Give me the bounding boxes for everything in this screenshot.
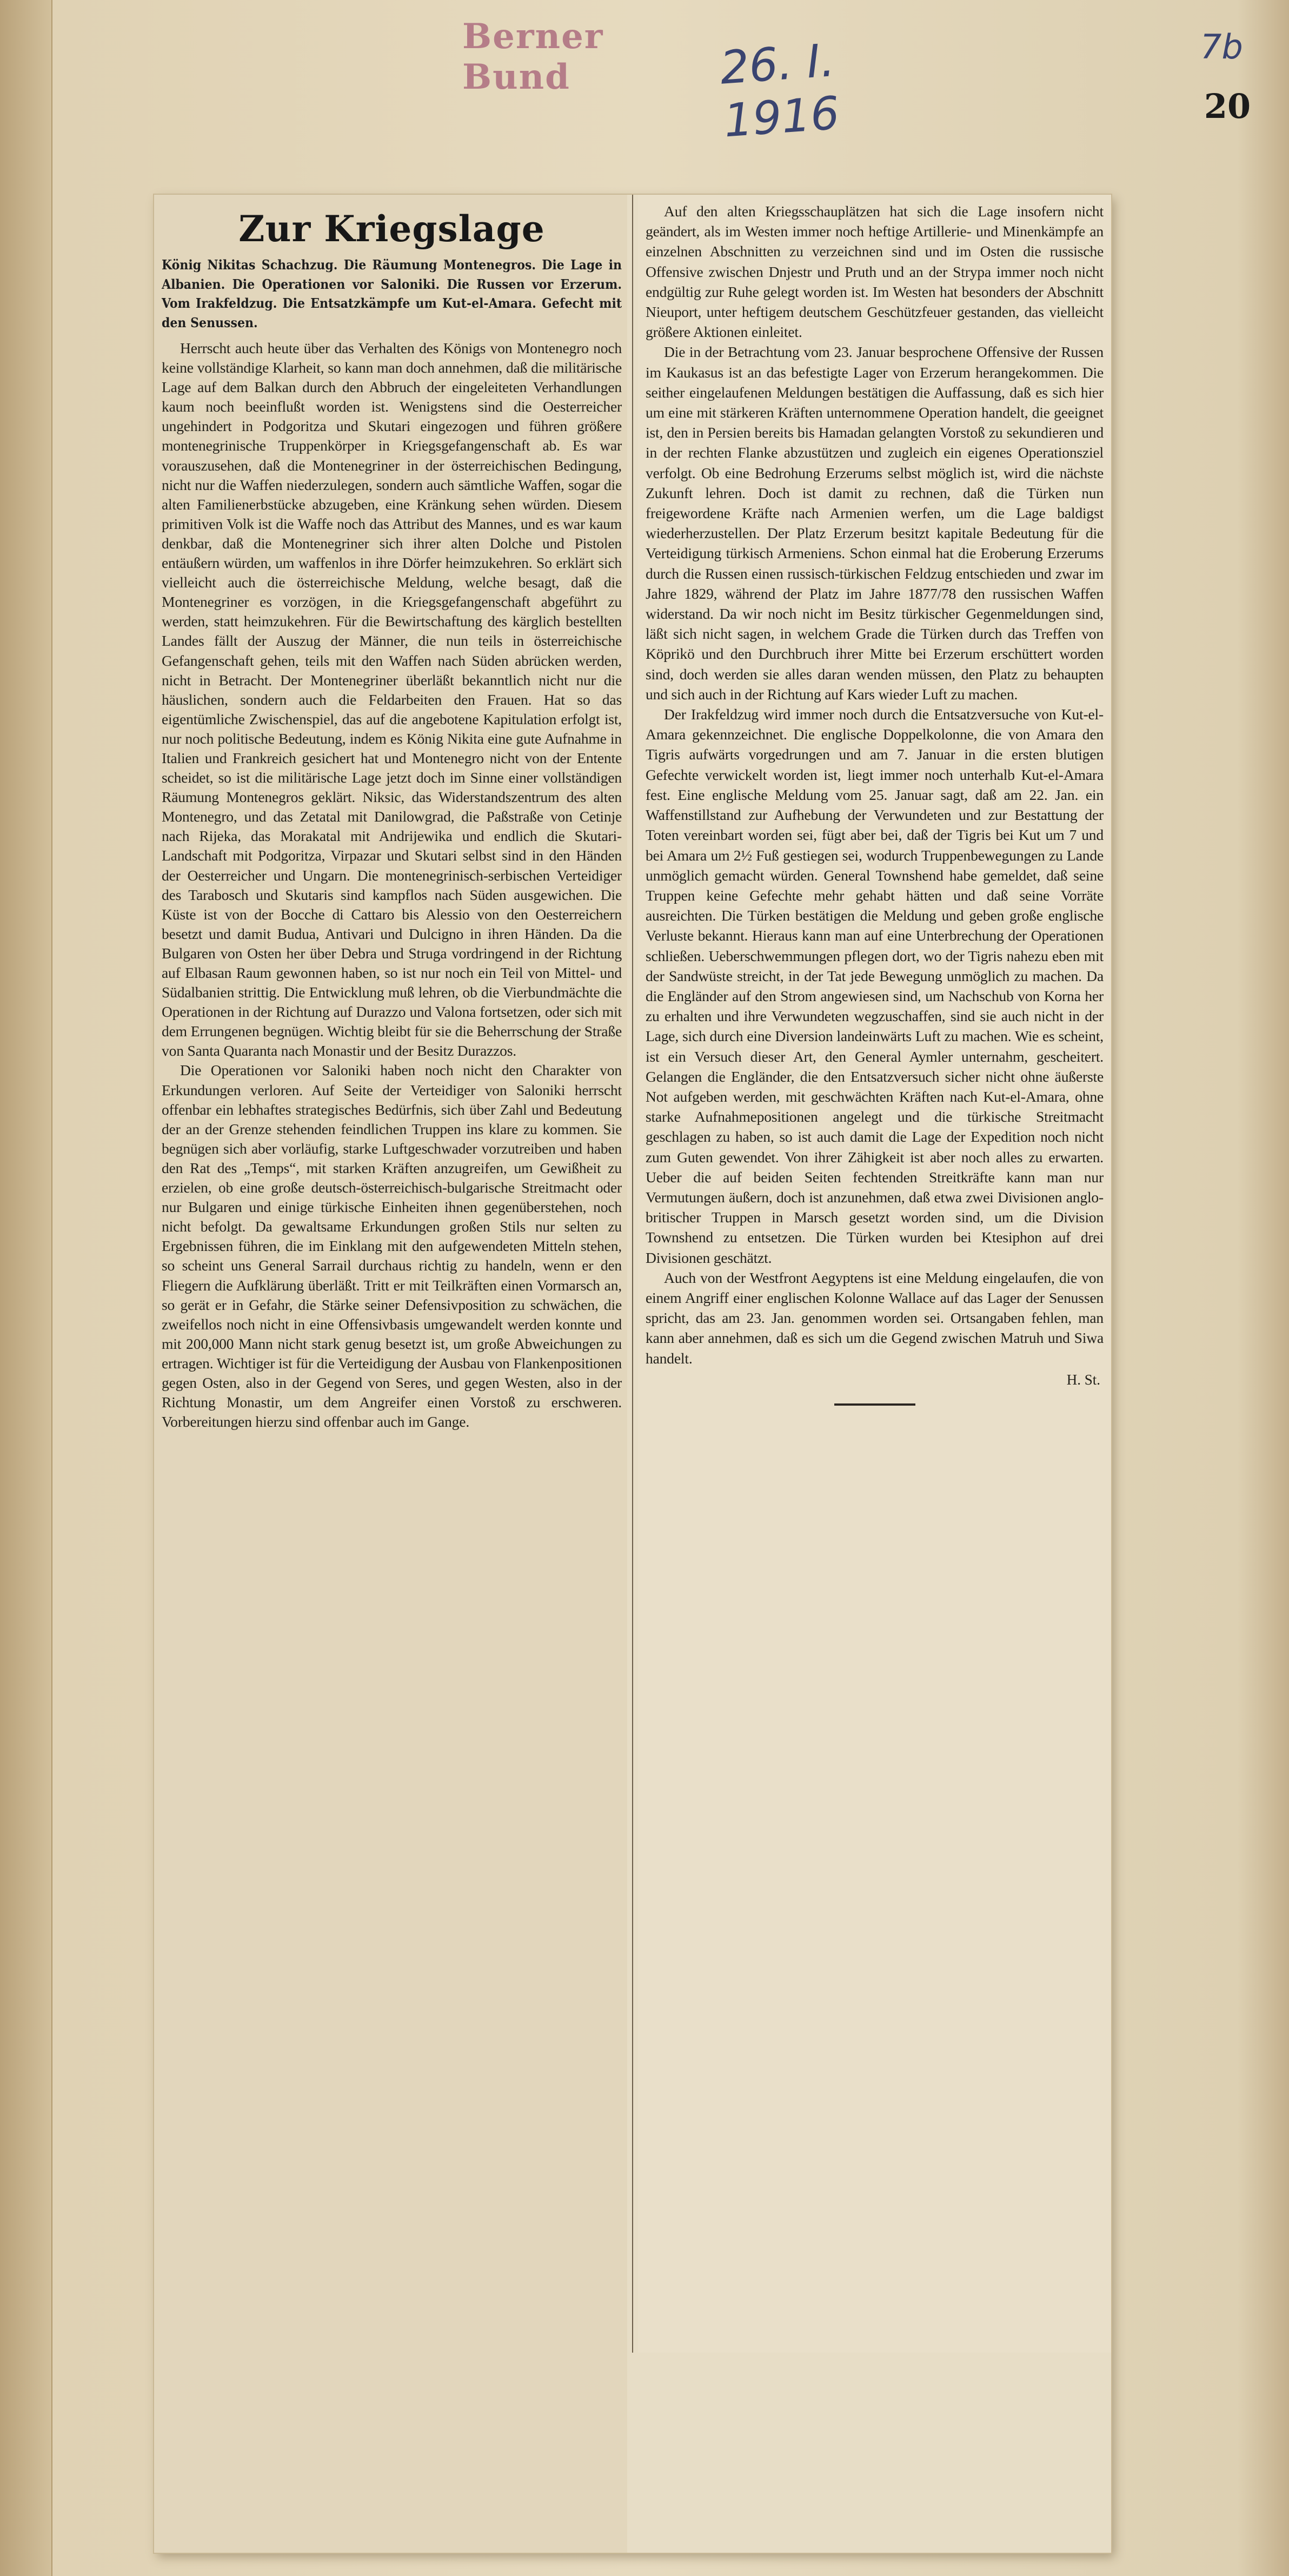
author-signature: H. St. [1066, 1371, 1100, 1388]
article-paragraph: Herrscht auch heute über das Verhalten des Königs von Montenegro noch keine vollständige Klarheit, so kann man doch annehmen, daß die militärische Lage auf dem Balkan durch den Abbruch der eingeleiteten Verhandlungen kaum noch beeinflußt worden ist. Wenigstens sind die Oesterreicher ungehindert in Podgoritza und Skutari eingezogen und führen größere montenegrinische Truppenkörper in Kriegsgefangenschaft ab. Es war vorauszusehen, daß die Montenegriner in der österreichischen Bedingung, nicht nur die Waffen niederzulegen, sondern auch sämtliche Waffen, sogar die alten Familienerbstücke abzugeben, eine Kränkung sehen würden. Diesem primitiven Volk ist die Waffe noch das Attribut des Mannes, und es war kaum denkbar, daß die Montenegriner sich ihrer alten Dolche und Pistolen entäußern würden, um waffenlos in ihre Dörfer heimzukehren. So erklärt sich vielleicht auch die österreichische Meldung, welche besagt, daß die Montenegriner es vorzögen, in die Kriegsgefangenschaft abgeführt zu werden, statt heimzukehren. Für die Bewirtschaftung des kärglich bestellten Landes fällt der Auszug der Männer, die nun teils in österreichische Gefangenschaft gehen, teils mit den Waffen nach Süden abrücken werden, nicht in Betracht. Der Montenegriner überläßt bekanntlich nicht nur die häuslichen, sondern auch die Feldarbeiten den Frauen. Hat so das eigentümliche Zwischenspiel, das auf die angebotene Kapitulation erfolgt ist, nur noch politische Bedeutung, indem es König Nikita eine gute Aufnahme in Italien und Frankreich gesichert hat und Montenegro nicht von der Entente scheidet, so ist die militärische Lage jetzt doch im Sinne einer vollständigen Räumung Montenegros geklärt. Niksic, das Widerstandszentrum des alten Montenegro, und das Zetatal mit Danilowgrad, die Paßstraße von Cetinje nach Rijeka, das Morakatal mit Andrijewika und endlich die Skutari-Landschaft mit Podgoritza, Virpazar und Skutari selbst sind in den Händen der Oesterreicher und Ungarn. Die montenegrinisch-serbischen Verteidiger des Tarabosch und Skutaris sind kampflos nach Süden ausgewichen. Die Küste ist von der Bocche di Cattaro bis Alessio von den Oesterreichern besetzt und damit Budua, Antivari und Dulcigno in ihren Händen. Da die Bulgaren von Osten her über Debra und Struga vordringend in der Richtung auf Elbasan Raum gewonnen haben, so ist nur noch ein Teil von Mittel- und Südalbanien strittig. Die Entwicklung muß lehren, ob die Vierbundmächte die Operationen in der Richtung auf Durazzo und Valona fortsetzen, oder sich mit dem Errungenen begnügen. Wichtig bleibt für sie die Beherrschung der Straße von Santa Quaranta nach Monastir und der Besitz Durazzos. [162, 340, 622, 1059]
newspaper-source-stamp: Berner Bund [462, 16, 604, 97]
article-right-column [638, 195, 1111, 2353]
handwritten-date: 26. I. 1916 [718, 34, 841, 148]
article-paragraph: Die in der Betrachtung vom 23. Januar besprochene Offensive der Russen im Kaukasus ist an das befestigte Lager von Erzerum herangekommen. Die seither eingelaufenen Meldungen bestätigen die Auffassung, daß es sich hier um eine mit stärkeren Kräften unternommene Operation handelt, die geeignet ist, den in Persien bereits bis Hamadan gelangten Vorstoß zu sekundieren und in der rechten Flanke abzustützen und zugleich ein eigenes Operationsziel verfolgt. Ob eine Bedrohung Erzerums selbst möglich ist, wird die nächste Zukunft lehren. Doch ist damit zu rechnen, daß die Türken nun freigewordene Kräfte nach Armenien werfen, um die Lage baldigst wiederherzustellen. Der Platz Erzerum besitzt kapitale Bedeutung für die Verteidigung türkisch Armeniens. Schon einmal hat die Eroberung Erzerums durch die Russen einen russisch-türkischen Feldzug entschieden und zwar im Jahre 1829, während der Platz im Jahre 1877/78 den russischen Waffen widerstand. Da wir noch nicht im Besitz türkischer Gegenmeldungen sind, läßt sich nicht sagen, in welchem Grade die Türken durch das Treffen von Köprikö und den Durchbruch ihrer Mitte bei Erzerum erschüttert worden sind, doch werden sie alles daran wenden müssen, den Platz zu behaupten und sich auch in der Richtung auf Kars wieder Luft zu machen. [646, 343, 1104, 703]
article-left-column [154, 195, 627, 2553]
column-divider [632, 195, 633, 2353]
handwritten-archive-mark: 7b [1200, 27, 1243, 67]
article-summary: König Nikitas Schachzug. Die Räumung Montenegros. Die Lage in Albanien. Die Operationen vor Saloniki. Die Russen vor Erzerum. Vom Irakfeldzug. Die Entsatzkämpfe um Kut-el-Amara. Gefecht mit den Senussen. [162, 257, 622, 330]
article-paragraph: Die Operationen vor Saloniki haben noch nicht den Charakter von Erkundungen verloren. Auf Seite der Verteidiger von Saloniki herrscht offenbar ein lebhaftes strategisches Bedürfnis, sich über Zahl und Bedeutung der an der Grenze stehenden feindlichen Truppen ins klare zu kommen. Sie begnügen sich aber vorläufig, starke Luftgeschwader vorzutreiben und haben den Rat des „Temps“, mit starken Kräften anzugreifen, um Gewißheit zu erzielen, ob eine große deutsch-österreichisch-bulgarische Streitmacht oder nur Bulgaren und einige türkische Einheiten ihnen gegenüberstehen, noch nicht befolgt. Da gewaltsame Erkundungen großen Stils nur selten zu Ergebnissen führen, die im Einklang mit den aufgewendeten Mitteln stehen, so scheint uns General Sarrail durchaus richtig zu handeln, wenn er den Fliegern die Aufklärung überläßt. Tritt er mit Teilkräften einen Vormarsch an, so gerät er in Gefahr, die Stärke seiner Defensivposition zu schwächen, die zweifellos noch nicht in eine Offensivbasis umgewandelt werden konnte und mit 200,000 Mann nicht stark genug besetzt ist, um große Abweichungen zu ertragen. Wichtiger ist für die Verteidigung der Ausbau von Flankenpositionen gegen Osten, also in der Gegend von Seres, und gegen Westen, also in der Richtung Monastir, um dem Angreifer einen Vorstoß zu erschweren. Vorbereitungen hierzu sind offenbar auch im Gange. [162, 1062, 622, 1431]
article-paragraph: Auch von der Westfront Aegyptens ist eine Meldung eingelaufen, die von einem Angriff einer englischen Kolonne Wallace auf das Lager der Senussen spricht, das am 23. Jan. genommen worden sei. Ortsangaben fehlen, man kann aber annehmen, daß es sich um die Gegend zwischen Matruh und Siwa handelt. [646, 1269, 1104, 1367]
sheet-margin-strip [0, 0, 52, 2576]
page-number: 20 [1204, 87, 1251, 126]
newspaper-clipping [154, 195, 1111, 2553]
article-paragraph: Auf den alten Kriegsschauplätzen hat sich die Lage insofern nicht geändert, als im Westen immer noch heftige Artillerie- und Minenkämpfe an einzelnen Abschnitten zu verzeichnen sind und im Osten die russische Offensive zwischen Dnjestr und Pruth und an der Strypa immer noch nicht endgültig zur Ruhe gelegt worden ist. Im Westen hat besonders der Abschnitt Nieuport, unter heftigem deutschem Geschützfeuer gestanden, das vielleicht größere Aktionen einleitet. [646, 203, 1104, 341]
article-paragraph: Der Irakfeldzug wird immer noch durch die Entsatzversuche von Kut-el-Amara gekennzeichnet. Die englische Doppelkolonne, die von Amara den Tigris aufwärts vorgedrungen und am 7. Januar in die ersten blutigen Gefechte verwickelt worden ist, liegt immer noch unterhalb Kut-el-Amara fest. Eine englische Meldung vom 25. Januar sagt, daß am 22. Jan. ein Waffenstillstand zur Aufhebung der Verwundeten und zur Bestattung der Toten vereinbart worden sei, fügt aber bei, daß der Tigris bei Kut um 7 und bei Amara um 2½ Fuß gestiegen sei, wodurch Truppenbewegungen zu Lande unmöglich gemacht würden. General Townshend habe gemeldet, daß seine Truppen keine Gefechte mehr gehabt hätten und daß seine Vorräte ausreichten. Die Türken bestätigen die Meldung und geben große englische Verluste bekannt. Hieraus kann man auf eine Unterbrechung der Operationen schließen. Ueberschwemmungen pflegen dort, wo der Tigris nahezu eben mit der Sandwüste streicht, in der Tat jede Bewegung unmöglich zu machen. Da die Engländer auf den Strom angewiesen sind, um Nachschub von Korna her zu erhalten und ihre Verwundeten wegzuschaffen, sind sie auch nicht in der Lage, sich durch eine Diversion landeinwärts Luft zu machen. Wie es scheint, ist ein Versuch dieser Art, den General Aymler unternahm, gescheitert. Gelangen die Engländer, die den Entsatzversuch sicher nicht ohne äußerste Not aufgeben werden, mit geschwächten Kräften nach Kut-el-Amara, ohne starke Aufnahmepositionen angelegt und die türkische Streitmacht geschlagen zu haben, so ist auch damit die Lage der Expedition noch nicht zum Guten gewendet. Von ihrer Zähigkeit ist aber noch alles zu erwarten. Ueber die auf beiden Seiten fechtenden Streitkräfte kann man nur Vermutungen äußern, doch ist anzunehmen, daß etwa zwei Divisionen anglo-britischer Truppen in Marsch gesetzt worden sind, um die Division Townshend zu entsetzen. Die Türken wurden bei Ktesiphon auf drei Divisionen geschätzt. [646, 706, 1104, 1266]
article-end-rule [834, 1403, 915, 1406]
article-title: Zur Kriegslage [238, 208, 545, 250]
